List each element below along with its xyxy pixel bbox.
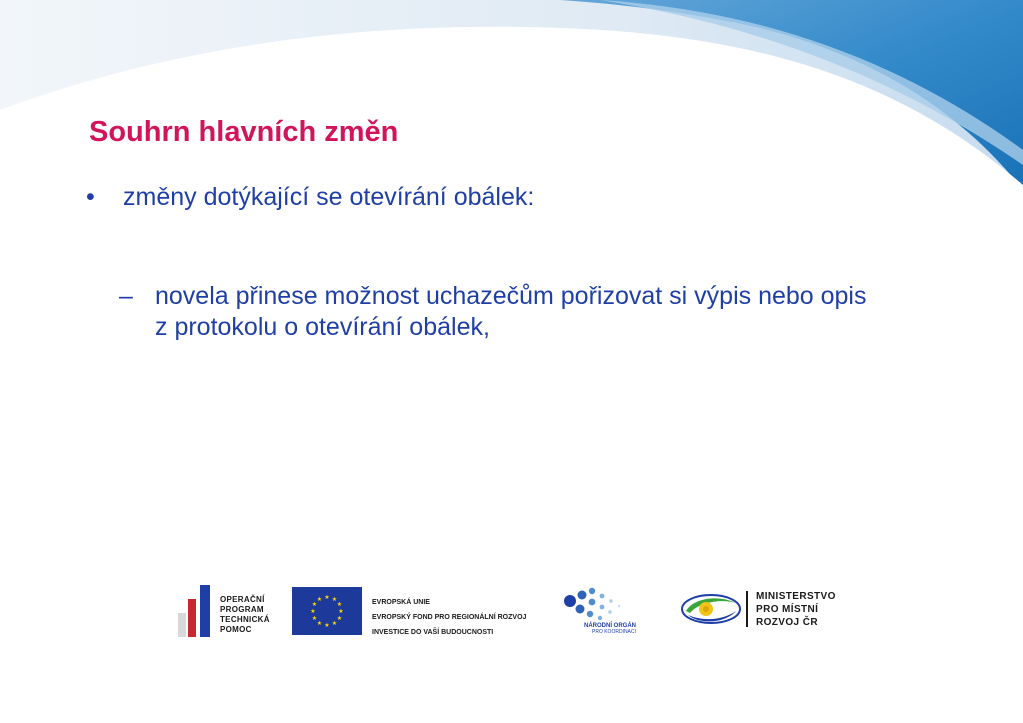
svg-text:★: ★ <box>311 601 318 608</box>
eu-line-2: EVROPSKÝ FOND PRO REGIONÁLNÍ ROZVOJ <box>372 614 527 621</box>
eu-flag-icon <box>292 587 362 635</box>
footer-logos <box>176 583 856 643</box>
mmr-emblem-icon <box>680 591 742 627</box>
bullet-text: změny dotýkající se otevírání obálek: <box>123 183 535 211</box>
svg-text:★: ★ <box>324 622 330 629</box>
sub-bullet-symbol: – <box>119 282 133 310</box>
svg-text:★: ★ <box>316 596 323 603</box>
svg-text:★: ★ <box>316 620 323 627</box>
narodni-organ-logo-icon <box>562 585 626 625</box>
svg-text:★: ★ <box>336 601 343 608</box>
optp-logo-text <box>220 595 270 635</box>
mmr-line-1: MINISTERSTVO <box>756 591 836 602</box>
sub-bullet-text: novela přinese možnost uchazečům pořizovat si výpis nebo opis z protokolu o otevírání obálek, <box>155 282 867 341</box>
mmr-logo-text <box>756 590 836 629</box>
narodni-organ-subtext: PRO KOORDINACI <box>592 629 636 635</box>
svg-text:★: ★ <box>338 608 344 615</box>
optp-line-2: PROGRAM <box>220 605 264 614</box>
eu-logo-text <box>372 595 526 640</box>
svg-text:★: ★ <box>311 615 318 622</box>
mmr-line-2: PRO MÍSTNÍ <box>756 604 819 615</box>
svg-text:★: ★ <box>310 608 316 615</box>
svg-text:★: ★ <box>331 620 338 627</box>
eu-line-1: EVROPSKÁ UNIE <box>372 599 430 606</box>
optp-logo-icon <box>176 585 212 637</box>
mmr-line-3: ROZVOJ ČR <box>756 617 818 628</box>
mmr-divider <box>746 591 748 627</box>
bullet-symbol: • <box>86 183 95 211</box>
narodni-organ-text: NÁRODNÍ ORGÁN <box>584 623 636 629</box>
svg-text:★: ★ <box>336 615 343 622</box>
optp-line-4: POMOC <box>220 625 252 634</box>
svg-text:★: ★ <box>324 594 330 601</box>
slide-title: Souhrn hlavních změn <box>89 116 399 148</box>
svg-text:★: ★ <box>331 596 338 603</box>
optp-line-3: TECHNICKÁ <box>220 615 270 624</box>
optp-line-1: OPERAČNÍ <box>220 595 265 604</box>
eu-line-3: INVESTICE DO VAŠÍ BUDOUCNOSTI <box>372 629 494 636</box>
